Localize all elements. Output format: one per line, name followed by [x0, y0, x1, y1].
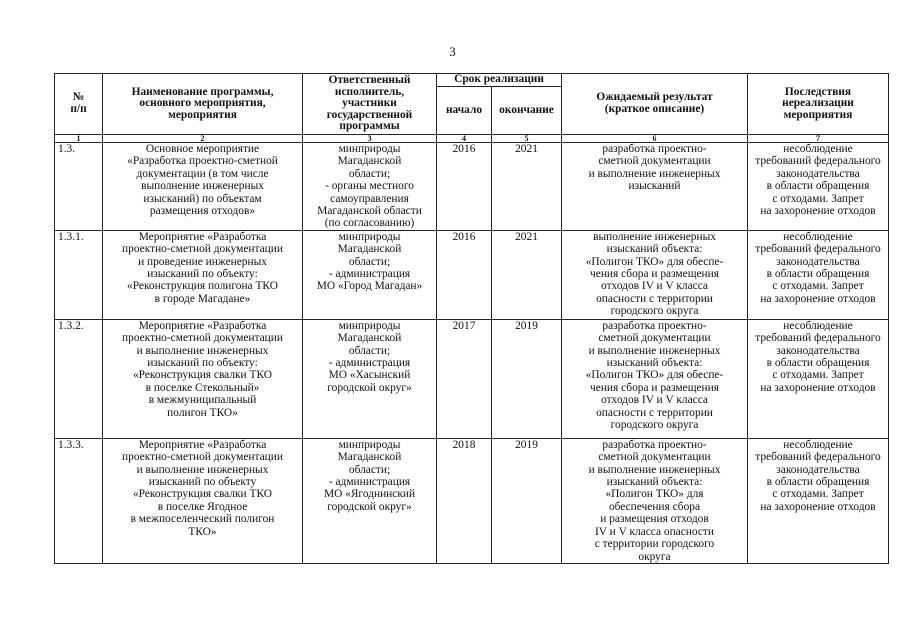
header-text-line: Наименование программы,	[131, 85, 274, 98]
column-number: 4	[437, 135, 492, 143]
table-row	[55, 319, 889, 438]
header-text-line: основного мероприятия,	[139, 97, 266, 110]
row-responsible-line: - администрация	[328, 268, 411, 281]
table-row	[55, 143, 889, 231]
header-text-line: №	[72, 91, 85, 104]
row-name-line: полигон ТКО»	[167, 406, 238, 419]
column-number: 5	[492, 135, 562, 143]
row-responsible-line: Магаданской	[337, 451, 402, 464]
row-name-line: и выполнение инженерных	[136, 463, 269, 476]
row-responsible	[303, 230, 437, 319]
row-name-line: «Реконструкция свалки ТКО	[132, 369, 272, 382]
row-result-line: отходов IV и V класса	[601, 394, 708, 407]
row-name-line: Основное мероприятие	[145, 143, 260, 155]
row-end-year: 2021	[492, 230, 562, 319]
header-text-line: государственной	[326, 108, 413, 121]
page-number: 3	[449, 44, 456, 59]
row-number: 1.3.	[55, 143, 103, 231]
row-responsible-line: - администрация	[328, 357, 411, 370]
row-start-year: 2016	[437, 143, 492, 231]
row-result-line: и размещения отходов	[600, 513, 709, 526]
row-start-year: 2018	[437, 438, 492, 563]
row-name-line: в поселке Ягодное	[157, 500, 248, 513]
row-name-line: изысканий по объекту	[148, 476, 257, 489]
row-result-line: сметной документации	[598, 332, 711, 345]
row-result-line: и выполнение инженерных	[588, 167, 721, 180]
header-num	[55, 74, 103, 135]
row-consequences-line: на захоронение отходов	[760, 500, 876, 513]
header-text-line: мероприятия	[168, 108, 237, 121]
header-text-line: участники	[342, 97, 397, 110]
header-end: окончание	[492, 87, 562, 135]
row-responsible-line: (по согласованию)	[324, 217, 415, 230]
column-number: 3	[303, 135, 437, 143]
row-name-line: проектно-сметной документации	[122, 451, 283, 464]
row-consequences-line: законодательства	[776, 167, 860, 180]
row-responsible-line: области;	[348, 344, 391, 357]
row-result-line: округа	[638, 550, 671, 563]
header-start: начало	[437, 87, 492, 135]
row-responsible-line: МО «Город Магадан»	[316, 280, 423, 293]
row-name-line: изысканий) по объектам	[143, 192, 262, 205]
header-responsible	[303, 74, 437, 135]
row-name-line: проектно-сметной документации	[122, 243, 283, 256]
row-responsible-line: городской округ»	[327, 500, 412, 513]
header-period: Срок реализации	[437, 74, 562, 87]
row-responsible-line: минприроды	[338, 143, 401, 155]
row-responsible-line: МО «Хасынский	[328, 369, 411, 382]
column-number: 6	[562, 135, 748, 143]
row-result-line: разработка проектно-	[602, 438, 707, 451]
row-consequences-line: с отходами. Запрет	[772, 192, 864, 205]
row-number: 1.3.2.	[55, 319, 103, 438]
row-responsible-line: Магаданской	[337, 332, 402, 345]
row-result-line: отходов IV и V класса	[601, 280, 708, 293]
row-result-line: изысканий объекта:	[606, 476, 703, 489]
row-name-line: ТКО»	[188, 525, 217, 538]
row-name-line: Мероприятие «Разработка	[138, 230, 267, 243]
row-name-line: в поселке Стекольный»	[145, 381, 260, 394]
column-number: 1	[55, 135, 103, 143]
row-name	[103, 438, 303, 563]
row-consequences-line: в области обращения	[766, 476, 870, 489]
header-result	[562, 74, 748, 135]
row-name-line: и проведение инженерных	[138, 255, 267, 268]
row-name-line: Мероприятие «Разработка	[138, 319, 267, 332]
row-responsible-line: минприроды	[338, 438, 401, 451]
row-result	[562, 438, 748, 563]
table-row	[55, 230, 889, 319]
row-result-line: «Полигон ТКО» для обеспе-	[585, 369, 724, 382]
row-result-line: разработка проектно-	[602, 143, 707, 155]
row-consequences-line: несоблюдение	[783, 438, 853, 451]
row-consequences-line: требований федерального	[755, 243, 881, 256]
row-end-year: 2019	[492, 438, 562, 563]
row-number: 1.3.1.	[55, 230, 103, 319]
header-text-line: программы	[339, 120, 400, 133]
row-consequences-line: на захоронение отходов	[760, 205, 876, 218]
row-name-line: размещения отходов»	[149, 205, 256, 218]
row-responsible-line: Магаданской	[337, 155, 402, 168]
row-responsible	[303, 319, 437, 438]
row-result-line: городского округа	[610, 305, 699, 318]
row-result-line: изысканий объекта:	[606, 357, 703, 370]
row-result-line: городского округа	[610, 419, 699, 432]
row-name-line: проектно-сметной документации	[122, 332, 283, 345]
row-consequences-line: несоблюдение	[783, 230, 853, 243]
row-consequences-line: законодательства	[776, 344, 860, 357]
row-result-line: чения сбора и размещения	[590, 381, 719, 394]
table-row	[55, 438, 889, 563]
row-consequences-line: на захоронение отходов	[760, 292, 876, 305]
row-name-line: Мероприятие «Разработка	[138, 438, 267, 451]
row-result-line: «Полигон ТКО» для	[605, 488, 704, 501]
row-name-line: в межпоселенческий полигон	[130, 513, 275, 526]
row-result	[562, 230, 748, 319]
row-responsible-line: самоуправления	[330, 192, 409, 205]
row-name-line: изысканий по объекту:	[147, 357, 258, 370]
header-text-line: мероприятия	[783, 108, 853, 121]
row-result-line: обеспечения сбора	[608, 500, 701, 513]
row-result-line: опасности с территории	[596, 406, 713, 419]
row-responsible-line: - администрация	[328, 476, 411, 489]
row-responsible-line: области;	[348, 463, 391, 476]
row-responsible-line: области;	[348, 167, 391, 180]
row-name-line: выполнение инженерных	[141, 180, 264, 193]
row-result-line: сметной документации	[598, 155, 711, 168]
row-end-year: 2021	[492, 143, 562, 231]
row-end-year: 2019	[492, 319, 562, 438]
row-responsible-line: минприроды	[338, 230, 401, 243]
row-result	[562, 143, 748, 231]
row-consequences-line: законодательства	[776, 255, 860, 268]
row-result-line: изысканий объекта:	[606, 243, 703, 256]
row-start-year: 2016	[437, 230, 492, 319]
row-name-line: в городе Магадане»	[154, 292, 251, 305]
header-text-line: нереализации	[782, 97, 854, 110]
row-responsible-line: минприроды	[338, 319, 401, 332]
row-number: 1.3.3.	[55, 438, 103, 563]
row-result-line: изысканий	[628, 180, 681, 193]
row-name	[103, 230, 303, 319]
column-number: 7	[748, 135, 889, 143]
row-result-line: «Полигон ТКО» для обеспе-	[585, 255, 724, 268]
row-start-year: 2017	[437, 319, 492, 438]
row-consequences-line: в области обращения	[766, 180, 870, 193]
header-text-line: Ожидаемый результат	[596, 91, 713, 104]
row-consequences	[748, 230, 889, 319]
row-name-line: «Разработка проектно-сметной	[127, 155, 278, 168]
row-responsible-line: МО «Ягоднинский	[323, 488, 416, 501]
row-consequences-line: требований федерального	[755, 155, 881, 168]
row-consequences	[748, 143, 889, 231]
row-result	[562, 319, 748, 438]
column-number: 2	[103, 135, 303, 143]
header-text-line: п/п	[70, 103, 87, 115]
row-name-line: «Реконструкция полигона ТКО	[127, 280, 278, 293]
row-result-line: чения сбора и размещения	[590, 268, 719, 281]
row-consequences-line: несоблюдение	[783, 143, 853, 155]
row-name	[103, 319, 303, 438]
row-result-line: с территории городского	[594, 538, 715, 551]
row-result-line: выполнение инженерных	[593, 230, 716, 243]
row-consequences-line: в области обращения	[766, 357, 870, 370]
row-name-line: изысканий по объекту:	[147, 268, 258, 281]
row-consequences	[748, 438, 889, 563]
header-text-line: (краткое описание)	[604, 103, 705, 115]
row-result-line: IV и V класса опасности	[594, 525, 714, 538]
row-name-line: «Реконструкция свалки ТКО	[132, 488, 272, 501]
row-consequences-line: с отходами. Запрет	[772, 369, 864, 382]
row-result-line: и выполнение инженерных	[588, 344, 721, 357]
row-responsible-line: Магаданской области	[317, 205, 422, 218]
row-name-line: в межмуниципальный	[148, 394, 257, 407]
row-name-line: и выполнение инженерных	[136, 344, 269, 357]
row-result-line: и выполнение инженерных	[588, 463, 721, 476]
row-result-line: опасности с территории	[596, 292, 713, 305]
row-consequences-line: несоблюдение	[783, 319, 853, 332]
header-text-line: Ответственный	[328, 74, 411, 87]
row-responsible-line: области;	[348, 255, 391, 268]
program-table	[54, 73, 889, 564]
row-responsible-line: городской округ»	[327, 381, 412, 394]
row-consequences	[748, 319, 889, 438]
row-consequences-line: требований федерального	[755, 332, 881, 345]
row-consequences-line: требований федерального	[755, 451, 881, 464]
column-numbers-row	[55, 135, 889, 143]
row-consequences-line: с отходами. Запрет	[772, 280, 864, 293]
header-text-line: исполнитель,	[334, 85, 405, 98]
row-responsible	[303, 143, 437, 231]
row-responsible-line: Магаданской	[337, 243, 402, 256]
header-text-line: Последствия	[784, 85, 852, 98]
row-consequences-line: законодательства	[776, 463, 860, 476]
row-name-line: документации (в том числе	[136, 167, 269, 180]
header-name	[103, 74, 303, 135]
row-name	[103, 143, 303, 231]
row-consequences-line: с отходами. Запрет	[772, 488, 864, 501]
header-consequences	[748, 74, 889, 135]
row-responsible-line: - органы местного	[325, 180, 414, 193]
row-responsible	[303, 438, 437, 563]
row-consequences-line: в области обращения	[766, 268, 870, 281]
row-result-line: разработка проектно-	[602, 319, 707, 332]
row-result-line: сметной документации	[598, 451, 711, 464]
row-consequences-line: на захоронение отходов	[760, 381, 876, 394]
